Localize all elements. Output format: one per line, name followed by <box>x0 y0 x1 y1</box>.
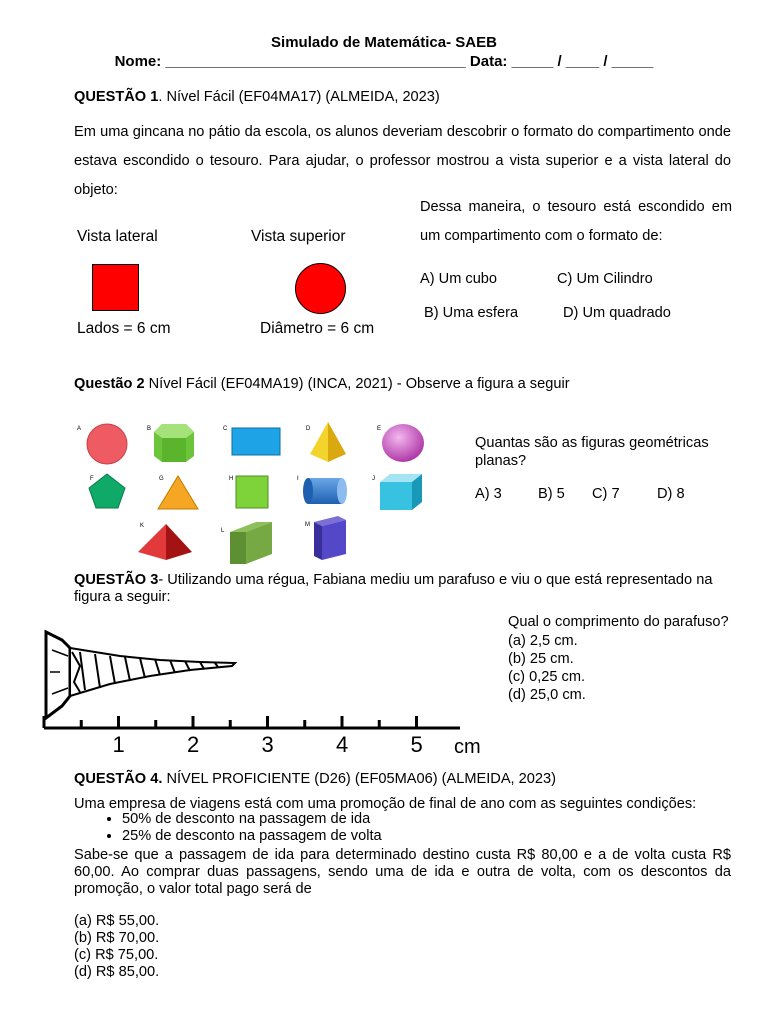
shape-letter-c: C <box>223 426 228 432</box>
shape-hex-prism <box>154 424 194 462</box>
q1-option-a: A) Um cubo <box>420 271 498 287</box>
ruler-label: 3 <box>261 732 274 756</box>
q3-heading <box>74 572 744 606</box>
q1-prompt: Dessa maneira, o tesouro está escondido em um compartimento com o formato de: <box>420 199 732 244</box>
ruler-label: 1 <box>112 732 125 756</box>
q3-option-d: (d) 25,0 cm. <box>508 687 586 703</box>
q2-option-d: D) 8 <box>657 486 685 502</box>
name-date-line: Nome: ____________________________________ Data: _____ / ____ / _____ <box>114 53 654 70</box>
q1-meta: . Nível Fácil (EF04MA17) (ALMEIDA, 2023) <box>158 89 440 105</box>
q1-option-d: D) Um quadrado <box>563 305 671 321</box>
q4-option-a: (a) R$ 55,00. <box>74 913 160 929</box>
q1-heading <box>74 89 440 105</box>
q4-option-b: (b) R$ 70,00. <box>74 930 160 946</box>
shape-letter-f: F <box>90 476 94 482</box>
shape-letter-d: D <box>306 426 311 432</box>
shape-sphere <box>382 424 424 462</box>
ruler-label: 4 <box>336 732 349 756</box>
shape-circle <box>87 424 127 464</box>
page-title: Simulado de Matemática- SAEB <box>271 34 497 51</box>
shape-letter-l: L <box>221 528 225 534</box>
top-view-title: Vista superior <box>251 228 346 245</box>
side-view-caption: Lados = 6 cm <box>77 320 171 337</box>
q4-intro: Uma empresa de viagens está com uma promoção de final de ano com as seguintes condições: <box>74 796 697 812</box>
shape-green-prism <box>230 522 272 564</box>
q3-option-c: (c) 0,25 cm. <box>508 669 586 685</box>
top-view-circle <box>295 263 346 314</box>
q3-option-b: (b) 25 cm. <box>508 651 574 667</box>
q2-label: Questão 2 <box>74 376 145 392</box>
q1-option-c: C) Um Cilindro <box>557 271 653 287</box>
q3-option-a: (a) 2,5 cm. <box>508 633 578 649</box>
shape-cylinder <box>303 478 347 504</box>
ruler-screw-figure <box>40 626 500 756</box>
q4-option-d: (d) R$ 85,00. <box>74 964 160 980</box>
q3-prompt: Qual o comprimento do parafuso? <box>508 614 729 630</box>
q2-prompt: Quantas são as figuras geométricas planas? <box>475 435 709 469</box>
shape-letter-b: B <box>147 426 152 432</box>
shape-rectangle <box>232 428 280 455</box>
q2-shapes-figure <box>70 418 440 568</box>
shape-purple-prism <box>314 516 346 560</box>
shape-letter-e: E <box>377 426 382 432</box>
q1-text: Em uma gincana no pátio da escola, os alunos deveriam descobrir o formato do compartimento onde estava escondido o tesouro. Para ajudar, o professor mostrou a vista superior e a vista lateral do objeto: <box>74 124 731 198</box>
q4-bullet: • 25% de desconto na passagem de volta <box>122 828 744 845</box>
q4-bullet: • 50% de desconto na passagem de ida <box>122 811 744 828</box>
ruler-labels <box>113 732 423 756</box>
shape-letter-a: A <box>77 426 82 432</box>
q4-meta: NÍVEL PROFICIENTE (D26) (EF05MA06) (ALMEIDA, 2023) <box>162 771 556 787</box>
q1-label: QUESTÃO 1 <box>74 89 159 105</box>
shape-letter-i: I <box>297 476 299 482</box>
shape-letter-m: M <box>305 522 310 528</box>
screw <box>46 632 235 718</box>
ruler-unit-label: cm <box>454 736 481 756</box>
ruler-label: 2 <box>187 732 200 756</box>
ruler-ticks <box>44 716 417 728</box>
q1-option-b: B) Uma esfera <box>424 305 519 321</box>
q4-heading <box>74 771 556 787</box>
q2-meta: Nível Fácil (EF04MA19) (INCA, 2021) - Observe a figura a seguir <box>144 376 570 392</box>
shape-yellow-pyramid <box>310 422 346 462</box>
shape-triangle <box>158 476 198 509</box>
q4-label: QUESTÃO 4. <box>74 771 163 787</box>
side-view-title: Vista lateral <box>77 228 158 245</box>
q3-label: QUESTÃO 3 <box>74 572 159 588</box>
shape-letter-j: J <box>372 476 375 482</box>
shape-cube <box>380 474 422 510</box>
shape-square <box>236 476 268 508</box>
q4-bullets <box>74 811 744 845</box>
q3-meta: - Utilizando uma régua, Fabiana mediu um parafuso e viu o que está representado na figura a seguir: <box>74 572 713 605</box>
shape-letter-g: G <box>159 476 164 482</box>
q2-option-a: A) 3 <box>475 486 502 502</box>
shape-letter-k: K <box>140 523 145 529</box>
top-view-caption: Diâmetro = 6 cm <box>260 320 375 337</box>
q4-text: Sabe-se que a passagem de ida para determinado destino custa R$ 80,00 e a de volta custa R$ 60,00. Ao comprar duas passagens, sendo uma de ida e outra de volta, com os descontos da promoção, o valor total pago será de <box>74 847 731 897</box>
shape-pentagon <box>89 474 125 508</box>
q2-option-b: B) 5 <box>538 486 565 502</box>
q4-option-c: (c) R$ 75,00. <box>74 947 159 963</box>
q2-heading <box>74 376 570 392</box>
shape-red-pyramid <box>138 524 192 560</box>
ruler-label: 5 <box>410 732 423 756</box>
q2-option-c: C) 7 <box>592 486 620 502</box>
shape-letter-h: H <box>229 476 234 482</box>
side-view-square <box>92 264 139 311</box>
